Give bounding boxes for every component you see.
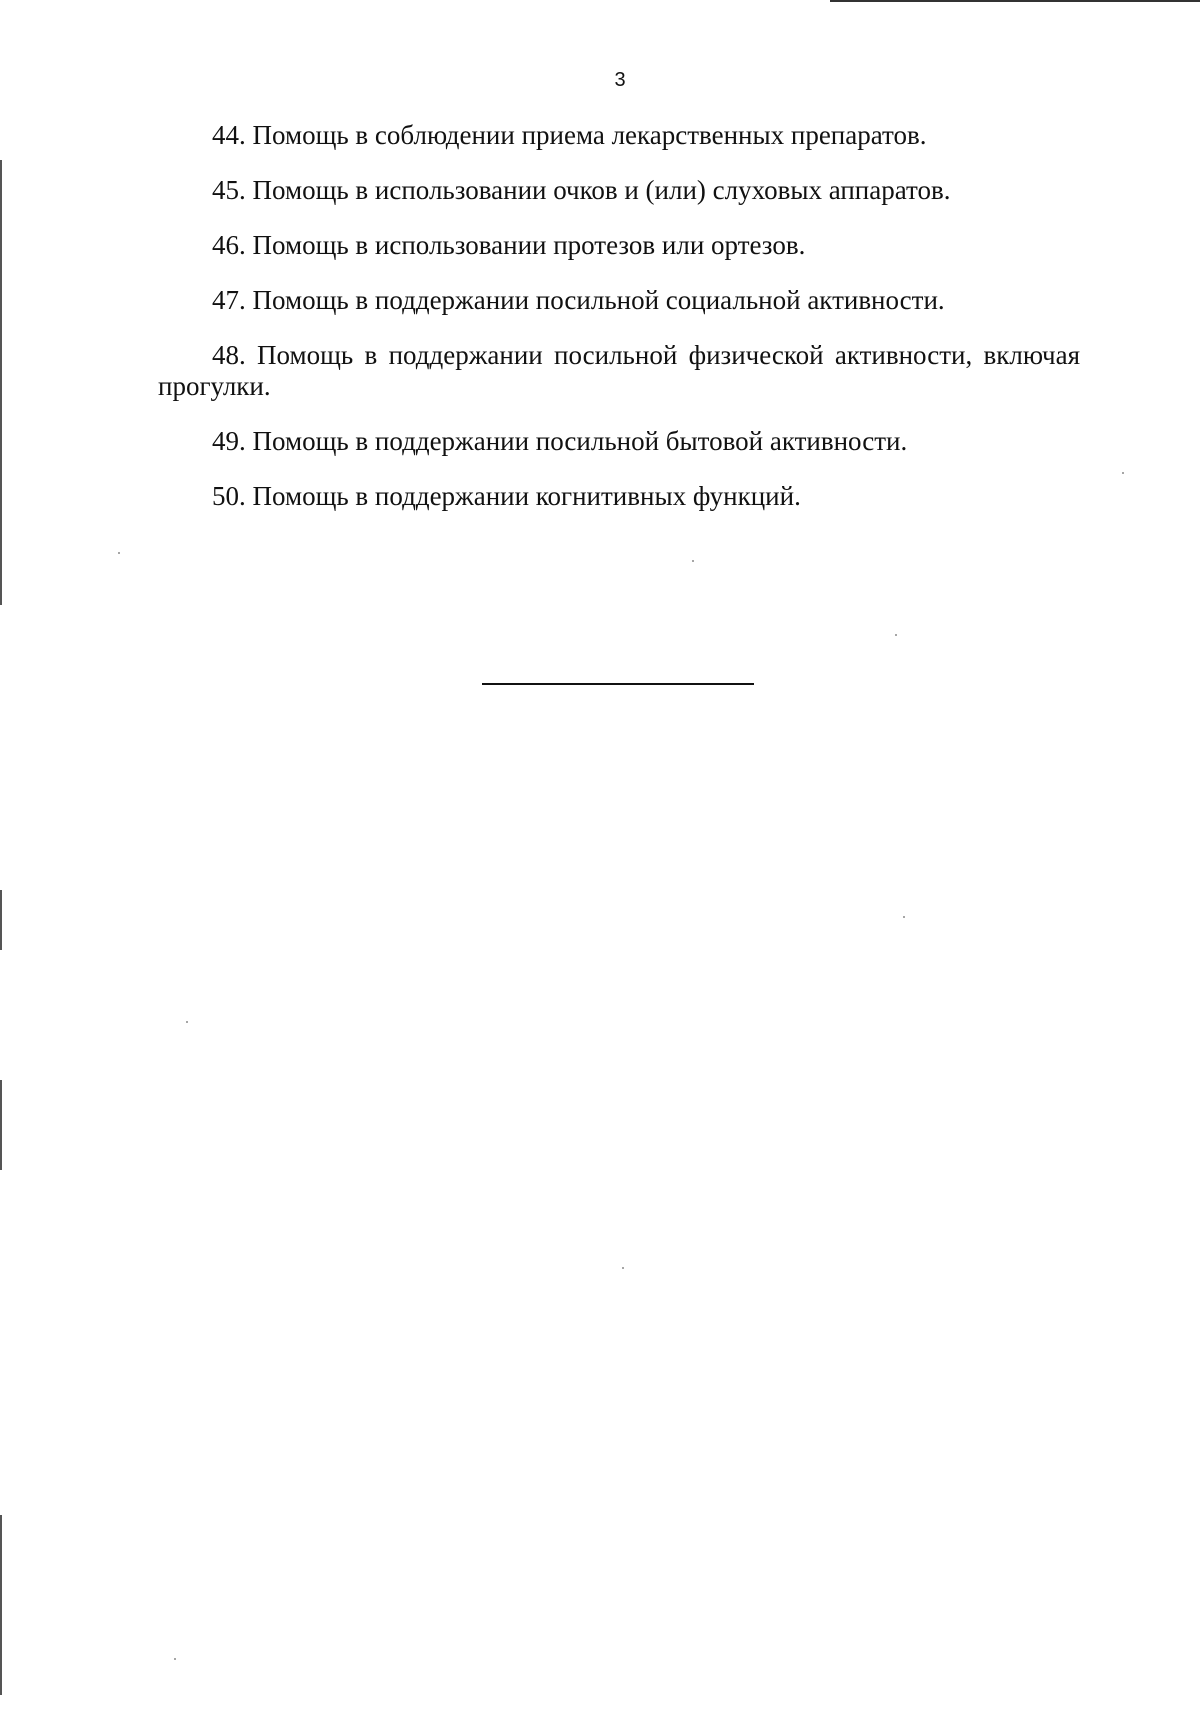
- scan-edge-left: [0, 1080, 2, 1170]
- list-item: 47. Помощь в поддержании посильной социальной активности.: [212, 285, 945, 315]
- list-item: 48. Помощь в поддержании посильной физической активности, включая прогулки.: [158, 340, 1080, 401]
- scan-speck: [692, 560, 694, 562]
- scan-edge-top: [830, 0, 1200, 2]
- scan-speck: [895, 634, 897, 636]
- scan-speck: [1122, 472, 1124, 474]
- scan-edge-left: [0, 1515, 2, 1695]
- list-item: 44. Помощь в соблюдении приема лекарственных препаратов.: [212, 120, 927, 150]
- list-item: 46. Помощь в использовании протезов или ортезов.: [212, 230, 806, 260]
- list-item: 49. Помощь в поддержании посильной бытовой активности.: [212, 426, 908, 456]
- scan-speck: [186, 1021, 188, 1023]
- page-number: 3: [614, 69, 626, 91]
- list-item: 50. Помощь в поддержании когнитивных функций.: [212, 481, 801, 511]
- scan-speck: [174, 1658, 176, 1660]
- end-rule: [482, 683, 754, 685]
- item-list: [158, 120, 1080, 536]
- scan-speck: [903, 916, 905, 918]
- list-item: 45. Помощь в использовании очков и (или) слуховых аппаратов.: [212, 175, 951, 205]
- scan-speck: [118, 552, 120, 554]
- scan-edge-left: [0, 160, 2, 605]
- scan-speck: [622, 1267, 624, 1269]
- scan-edge-left: [0, 890, 2, 950]
